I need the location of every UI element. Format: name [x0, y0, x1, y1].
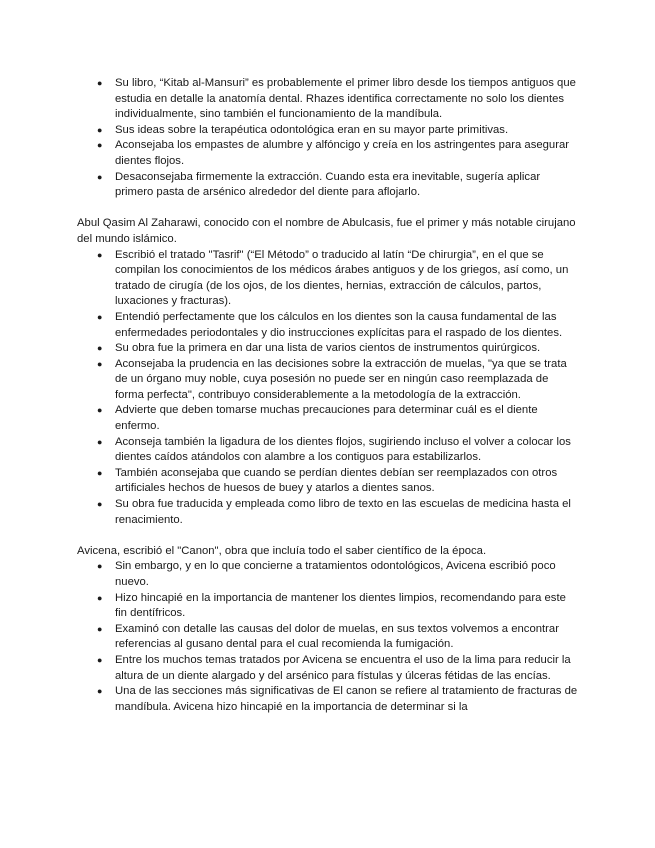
bullet-icon: ● [97, 436, 103, 447]
rhazes-list [77, 76, 580, 201]
list-item: ● Sin embargo, y en lo que concierne a tratamientos odontológicos, Avicena escribió poco nuevo. [97, 560, 556, 588]
list-item: ● También aconsejaba que cuando se perdían dientes debían ser reemplazados con otros artificiales hechos de huesos de buey y atarlos a dientes sanos. [97, 466, 558, 495]
bullet-icon: ● [97, 140, 103, 151]
paragraph-gap [77, 528, 580, 544]
list-item: ● Escribió el tratado "Tasrif" (“El Método” o traducido al latín “De chirurgia”, en el que se compilan los conocimientos de los médicos árabes antiguos y de los griegos, así como, un tratado de cirugía (de los ojos, de los dientes, hernias, extracción de cálculos, partos, luxaciones y fracturas). [97, 248, 569, 308]
bullet-icon: ● [97, 592, 103, 603]
bullet-icon: ● [97, 686, 103, 697]
list-item: ● Desaconsejaba firmemente la extracción. Cuando esta era inevitable, sugería aplicar primero pasta de arsénico alrededor del diente para aflojarlo. [97, 170, 541, 199]
bullet-icon: ● [97, 654, 103, 665]
list-item: ● Entre los muchos temas tratados por Avicena se encuentra el uso de la lima para reducir la altura de un diente alargado y del arsénico para fístulas y úlceras fétidas de las encías. [97, 653, 571, 682]
abulcasis-intro: Abul Qasim Al Zaharawi, conocido con el nombre de Abulcasis, fue el primer y más notable cirujano del mundo islámico. [77, 217, 576, 245]
list-item: ● Su obra fue la primera en dar una lista de varios cientos de instrumentos quirúrgicos. [77, 341, 580, 357]
bullet-icon: ● [97, 561, 103, 572]
list-item: ● Aconseja también la ligadura de los dientes flojos, sugiriendo incluso el volver a colocar los dientes caídos atándolos con alambre a los contiguos para estabilizarlos. [97, 435, 571, 464]
bullet-icon: ● [97, 358, 103, 369]
bullet-icon: ● [97, 405, 103, 416]
document-body [77, 76, 580, 715]
bullet-icon: ● [97, 124, 103, 135]
bullet-icon: ● [97, 78, 103, 88]
paragraph-gap [77, 201, 580, 217]
list-item: ● Examinó con detalle las causas del dolor de muelas, en sus textos volvemos a encontrar referencias al gusano dental para el cual recomienda la fumigación. [97, 622, 559, 651]
bullet-icon: ● [97, 499, 103, 510]
bullet-icon: ● [97, 467, 103, 478]
list-item: ● Entendió perfectamente que los cálculos en los dientes son la causa fundamental de las enfermedades periodontales y dio instrucciones explícitas para el raspado de los dientes. [97, 310, 563, 339]
list-item: ● Su obra fue traducida y empleada como libro de texto en las escuelas de medicina hasta el renacimiento. [97, 498, 571, 526]
list-item: ● Su libro, “Kitab al-Mansuri” es probablemente el primer libro desde los tiempos antiguos que estudia en detalle la anatomía dental. Rhazes identifica correctamente no solo los dientes individualmente, sino también el funcionamiento de la mandíbula. [97, 77, 576, 121]
abulcasis-list [77, 248, 580, 529]
list-item: ● Sus ideas sobre la terapéutica odontológica eran en su mayor parte primitivas. [77, 123, 580, 139]
avicena-intro: Avicena, escribió el "Canon", obra que incluía todo el saber científico de la época. [77, 544, 487, 557]
list-item: ● Hizo hincapié en la importancia de mantener los dientes limpios, recomendando para este fin dentífricos. [97, 591, 566, 620]
bullet-icon: ● [97, 623, 103, 634]
bullet-icon: ● [97, 171, 103, 182]
avicena-list [77, 559, 580, 715]
list-item: ● Advierte que deben tomarse muchas precauciones para determinar cuál es el diente enfermo. [97, 404, 538, 433]
bullet-icon: ● [97, 311, 103, 322]
list-item: ● Aconsejaba los empastes de alumbre y alfóncigo y creía en los astringentes para asegurar dientes flojos. [97, 139, 570, 167]
bullet-icon: ● [97, 249, 103, 260]
list-item: ● Una de las secciones más significativas de El canon se refiere al tratamiento de fracturas de mandíbula. Avicena hizo hincapié en la importancia de determinar si la [97, 685, 578, 713]
list-item: ● Aconsejaba la prudencia en las decisiones sobre la extracción de muelas, "ya que se trata de un órgano muy noble, cuya posesión no puede ser en ningún caso reemplazada de forma perfecta", contribuyo considerablemente a la metodología de la extracción. [97, 357, 567, 401]
bullet-icon: ● [97, 343, 103, 354]
